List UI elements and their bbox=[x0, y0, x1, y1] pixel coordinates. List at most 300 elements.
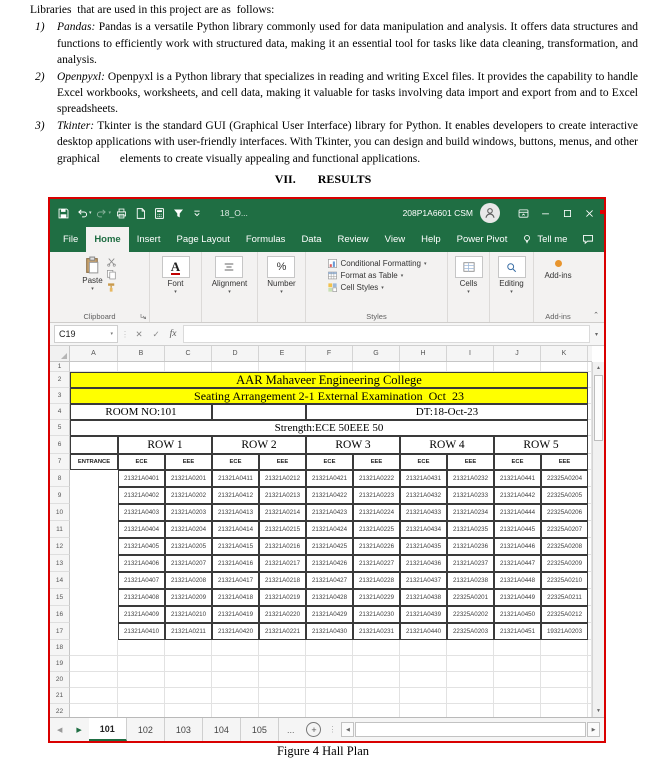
grid-cell[interactable]: 21321A0219 bbox=[259, 589, 306, 606]
grid-cell[interactable]: 22325A0212 bbox=[541, 606, 588, 623]
formula-input[interactable] bbox=[183, 325, 590, 343]
grid-cell[interactable] bbox=[165, 672, 212, 688]
grid-cell[interactable]: 21321A0404 bbox=[118, 521, 165, 538]
grid-cell[interactable] bbox=[494, 672, 541, 688]
grid-cell[interactable]: 21321A0446 bbox=[494, 538, 541, 555]
grid-cell[interactable] bbox=[400, 656, 447, 672]
grid-cell[interactable]: 21321A0414 bbox=[212, 521, 259, 538]
grid-cell[interactable]: EEE bbox=[259, 454, 306, 470]
ribbon-tab-data[interactable]: Data bbox=[301, 234, 322, 245]
grid-cell[interactable]: AAR Mahaveer Engineering College bbox=[70, 372, 588, 388]
grid-cell[interactable]: 21321A0437 bbox=[400, 572, 447, 589]
grid-cell[interactable]: 21321A0232 bbox=[447, 470, 494, 487]
grid-cell[interactable]: 21321A0212 bbox=[259, 470, 306, 487]
close-button[interactable] bbox=[578, 202, 600, 224]
column-header-E[interactable]: E bbox=[259, 346, 306, 361]
grid-cell[interactable]: ROOM NO:101 bbox=[70, 404, 212, 420]
grid-cell[interactable] bbox=[259, 656, 306, 672]
ribbon-tab-file[interactable]: File bbox=[63, 234, 79, 245]
calculator-icon[interactable] bbox=[150, 203, 168, 223]
grid-cell[interactable]: 21321A0228 bbox=[353, 572, 400, 589]
row-header[interactable]: 10 bbox=[50, 504, 70, 521]
grid-cell[interactable]: 21321A0235 bbox=[447, 521, 494, 538]
grid-cell[interactable] bbox=[447, 640, 494, 656]
grid-cell[interactable] bbox=[353, 704, 400, 717]
cancel-entry-icon[interactable]: ✕ bbox=[135, 328, 143, 339]
grid-cell[interactable] bbox=[70, 504, 118, 521]
grid-cell[interactable]: 21321A0450 bbox=[494, 606, 541, 623]
grid-cell[interactable] bbox=[165, 362, 212, 372]
grid-cell[interactable]: 21321A0221 bbox=[259, 623, 306, 640]
collapse-ribbon-icon[interactable]: ⌃ bbox=[593, 312, 599, 319]
grid-cell[interactable]: 21321A0436 bbox=[400, 555, 447, 572]
grid-cell[interactable]: 21321A0213 bbox=[259, 487, 306, 504]
grid-cell[interactable]: 21321A0224 bbox=[353, 504, 400, 521]
grid-cell[interactable]: 21321A0420 bbox=[212, 623, 259, 640]
grid-cell[interactable] bbox=[353, 640, 400, 656]
grid-cell[interactable]: 21321A0433 bbox=[400, 504, 447, 521]
grid-cell[interactable] bbox=[212, 672, 259, 688]
grid-cell[interactable] bbox=[259, 362, 306, 372]
format-painter-icon[interactable] bbox=[106, 282, 117, 293]
column-header-B[interactable]: B bbox=[118, 346, 165, 361]
grid-cell[interactable] bbox=[306, 688, 353, 704]
grid-cell[interactable] bbox=[70, 572, 118, 589]
grid-cell[interactable] bbox=[353, 688, 400, 704]
row-header[interactable]: 11 bbox=[50, 521, 70, 538]
grid-cell[interactable]: ENTRANCE bbox=[70, 454, 118, 470]
scroll-left-icon[interactable]: ◀ bbox=[341, 722, 354, 737]
grid-cell[interactable]: Strength:ECE 50EEE 50 bbox=[70, 420, 588, 436]
grid-cell[interactable]: ECE bbox=[118, 454, 165, 470]
grid-cell[interactable]: 21321A0432 bbox=[400, 487, 447, 504]
column-header-K[interactable]: K bbox=[541, 346, 588, 361]
grid-cell[interactable]: 21321A0205 bbox=[165, 538, 212, 555]
scroll-right-icon[interactable]: ▶ bbox=[587, 722, 600, 737]
grid-cell[interactable]: 21321A0405 bbox=[118, 538, 165, 555]
grid-cell[interactable]: 21321A0444 bbox=[494, 504, 541, 521]
grid-cell[interactable]: 21321A0211 bbox=[165, 623, 212, 640]
grid-cell[interactable] bbox=[70, 688, 118, 704]
grid-cell[interactable]: 21321A0419 bbox=[212, 606, 259, 623]
row-header[interactable]: 17 bbox=[50, 623, 70, 640]
grid-cell[interactable]: 21321A0220 bbox=[259, 606, 306, 623]
copy-icon[interactable] bbox=[106, 269, 117, 280]
grid-cell[interactable] bbox=[306, 640, 353, 656]
grid-cell[interactable]: 21321A0415 bbox=[212, 538, 259, 555]
vertical-scroll-thumb[interactable] bbox=[594, 375, 603, 441]
column-header-D[interactable]: D bbox=[212, 346, 259, 361]
grid-cell[interactable] bbox=[118, 704, 165, 717]
format-as-table-button[interactable]: Format as Table ▾ bbox=[327, 270, 427, 281]
grid-cell[interactable]: 21321A0445 bbox=[494, 521, 541, 538]
grid-cell[interactable]: 21321A0209 bbox=[165, 589, 212, 606]
grid-cell[interactable]: 21321A0421 bbox=[306, 470, 353, 487]
grid-cell[interactable] bbox=[400, 704, 447, 717]
grid-cell[interactable]: 21321A0407 bbox=[118, 572, 165, 589]
font-button[interactable]: A Font ▾ bbox=[162, 256, 190, 322]
grid-cell[interactable]: 21321A0409 bbox=[118, 606, 165, 623]
grid-cell[interactable] bbox=[70, 672, 118, 688]
row-header[interactable]: 5 bbox=[50, 420, 70, 436]
grid-cell[interactable]: 21321A0234 bbox=[447, 504, 494, 521]
row-header[interactable]: 2 bbox=[50, 372, 70, 388]
scroll-up-icon[interactable]: ▲ bbox=[593, 362, 604, 374]
grid-cell[interactable]: 21321A0429 bbox=[306, 606, 353, 623]
grid-cell[interactable]: 21321A0410 bbox=[118, 623, 165, 640]
editing-button[interactable]: Editing ▾ bbox=[498, 256, 526, 322]
ribbon-tab-view[interactable]: View bbox=[384, 234, 406, 245]
grid-cell[interactable]: ECE bbox=[212, 454, 259, 470]
grid-cell[interactable]: 21321A0412 bbox=[212, 487, 259, 504]
grid-cell[interactable]: 21321A0236 bbox=[447, 538, 494, 555]
grid-cell[interactable] bbox=[212, 704, 259, 717]
column-header-F[interactable]: F bbox=[306, 346, 353, 361]
grid-cell[interactable] bbox=[70, 704, 118, 717]
grid-cell[interactable]: 21321A0417 bbox=[212, 572, 259, 589]
paste-button[interactable]: Paste ▾ bbox=[82, 256, 102, 322]
grid-cell[interactable]: 21321A0402 bbox=[118, 487, 165, 504]
grid-cell[interactable] bbox=[306, 656, 353, 672]
conditional-formatting-button[interactable]: Conditional Formatting ▾ bbox=[327, 258, 427, 269]
sheet-tab-105[interactable]: 105 bbox=[241, 718, 279, 741]
column-header-G[interactable]: G bbox=[353, 346, 400, 361]
cells-button[interactable]: Cells ▾ bbox=[455, 256, 483, 322]
ribbon-tab-formulas[interactable]: Formulas bbox=[245, 234, 286, 245]
grid-cell[interactable] bbox=[70, 521, 118, 538]
grid-cell[interactable]: 21321A0216 bbox=[259, 538, 306, 555]
grid-cell[interactable]: 22325A0208 bbox=[541, 538, 588, 555]
grid-cell[interactable]: ROW 5 bbox=[494, 436, 588, 454]
grid-cell[interactable]: 21321A0230 bbox=[353, 606, 400, 623]
grid-cell[interactable] bbox=[70, 436, 118, 454]
grid-cell[interactable]: 21321A0217 bbox=[259, 555, 306, 572]
undo-dropdown-icon[interactable]: ▾ bbox=[89, 210, 92, 216]
grid-cell[interactable] bbox=[70, 555, 118, 572]
tell-me[interactable] bbox=[521, 227, 567, 252]
row-header[interactable]: 19 bbox=[50, 656, 70, 672]
grid-cell[interactable] bbox=[447, 688, 494, 704]
sheet-tab-101[interactable]: 101 bbox=[89, 718, 127, 741]
grid-cell[interactable] bbox=[118, 672, 165, 688]
ribbon-tab-review[interactable]: Review bbox=[337, 234, 369, 245]
grid-cell[interactable] bbox=[353, 656, 400, 672]
grid-cell[interactable] bbox=[165, 688, 212, 704]
grid-cell[interactable]: 22325A0206 bbox=[541, 504, 588, 521]
cell-styles-button[interactable]: Cell Styles ▾ bbox=[327, 282, 427, 293]
number-button[interactable]: % Number ▾ bbox=[267, 256, 295, 322]
grid-cell[interactable]: 21321A0422 bbox=[306, 487, 353, 504]
quick-print-icon[interactable] bbox=[112, 203, 130, 223]
grid-cell[interactable]: 21321A0416 bbox=[212, 555, 259, 572]
grid-cell[interactable]: 21321A0426 bbox=[306, 555, 353, 572]
grid-cell[interactable]: 21321A0408 bbox=[118, 589, 165, 606]
grid-cell[interactable]: 21321A0418 bbox=[212, 589, 259, 606]
column-header-C[interactable]: C bbox=[165, 346, 212, 361]
grid-cell[interactable] bbox=[494, 688, 541, 704]
sheet-nav-next-icon[interactable]: ▶ bbox=[76, 726, 82, 734]
grid-cell[interactable] bbox=[212, 404, 306, 420]
grid-cell[interactable]: ROW 3 bbox=[306, 436, 400, 454]
sheet-tab-104[interactable]: 104 bbox=[203, 718, 241, 741]
grid-cell[interactable] bbox=[306, 362, 353, 372]
grid-cell[interactable] bbox=[70, 538, 118, 555]
grid-cell[interactable]: EEE bbox=[165, 454, 212, 470]
grid-cell[interactable]: 21321A0438 bbox=[400, 589, 447, 606]
grid-cell[interactable] bbox=[541, 704, 588, 717]
grid-cell[interactable] bbox=[494, 704, 541, 717]
row-header[interactable]: 1 bbox=[50, 362, 70, 372]
grid-cell[interactable]: 21321A0208 bbox=[165, 572, 212, 589]
grid-cell[interactable] bbox=[212, 362, 259, 372]
grid-cell[interactable]: 21321A0413 bbox=[212, 504, 259, 521]
grid-cell[interactable]: 21321A0227 bbox=[353, 555, 400, 572]
row-header[interactable]: 15 bbox=[50, 589, 70, 606]
grid-cell[interactable]: 21321A0226 bbox=[353, 538, 400, 555]
grid-row bbox=[50, 589, 592, 606]
row-header[interactable]: 4 bbox=[50, 404, 70, 420]
grid-cell[interactable]: DT:18-Oct-23 bbox=[306, 404, 588, 420]
scroll-down-icon[interactable]: ▼ bbox=[593, 705, 604, 717]
grid-cell[interactable]: 21321A0207 bbox=[165, 555, 212, 572]
grid-cell[interactable]: 22325A0209 bbox=[541, 555, 588, 572]
grid-cell[interactable]: 21321A0401 bbox=[118, 470, 165, 487]
grid-cell[interactable]: ECE bbox=[400, 454, 447, 470]
new-sheet-icon[interactable]: + bbox=[306, 722, 321, 737]
grid-cell[interactable]: 21321A0430 bbox=[306, 623, 353, 640]
grid-cell[interactable]: 21321A0442 bbox=[494, 487, 541, 504]
cut-icon[interactable] bbox=[106, 257, 117, 267]
avatar[interactable] bbox=[480, 203, 500, 223]
grid-cell[interactable] bbox=[541, 656, 588, 672]
comments-icon[interactable] bbox=[581, 227, 595, 252]
ribbon-tab-home[interactable]: Home bbox=[86, 227, 128, 252]
ribbon-tab-page-layout[interactable]: Page Layout bbox=[176, 234, 230, 245]
grid-cell[interactable]: 21321A0434 bbox=[400, 521, 447, 538]
grid-cell[interactable]: 21321A0225 bbox=[353, 521, 400, 538]
grid-cell[interactable] bbox=[259, 640, 306, 656]
grid-cell[interactable] bbox=[165, 704, 212, 717]
grid-cell[interactable]: 21321A0423 bbox=[306, 504, 353, 521]
grid-cell[interactable]: 21321A0448 bbox=[494, 572, 541, 589]
row-header[interactable]: 6 bbox=[50, 436, 70, 454]
ribbon-display-options-icon[interactable] bbox=[512, 202, 534, 224]
grid-cell[interactable]: 21321A0203 bbox=[165, 504, 212, 521]
grid-cell[interactable]: 21321A0441 bbox=[494, 470, 541, 487]
grid-cell[interactable]: ROW 1 bbox=[118, 436, 212, 454]
row-header[interactable]: 13 bbox=[50, 555, 70, 572]
grid-cell[interactable] bbox=[212, 640, 259, 656]
column-header-H[interactable]: H bbox=[400, 346, 447, 361]
grid-cell[interactable]: 21321A0223 bbox=[353, 487, 400, 504]
grid-cell[interactable] bbox=[165, 656, 212, 672]
grid-cell[interactable]: 21321A0447 bbox=[494, 555, 541, 572]
grid-cell[interactable] bbox=[400, 688, 447, 704]
grid-cell[interactable] bbox=[70, 640, 118, 656]
sheet-tab-103[interactable]: 103 bbox=[165, 718, 203, 741]
grid-cell[interactable]: ROW 4 bbox=[400, 436, 494, 454]
row-header[interactable]: 12 bbox=[50, 538, 70, 555]
grid-cell[interactable]: 21321A0428 bbox=[306, 589, 353, 606]
grid-cell[interactable] bbox=[306, 672, 353, 688]
ribbon-tab-power-pivot[interactable]: Power Pivot bbox=[456, 234, 508, 245]
grid-cell[interactable]: 21321A0204 bbox=[165, 521, 212, 538]
grid-cell[interactable]: 21321A0202 bbox=[165, 487, 212, 504]
workbook-filename: 18_O... bbox=[220, 208, 248, 218]
grid-cell[interactable] bbox=[259, 704, 306, 717]
grid-cell[interactable]: 22325A0203 bbox=[447, 623, 494, 640]
grid-cell[interactable] bbox=[212, 688, 259, 704]
confirm-entry-icon[interactable]: ✓ bbox=[152, 328, 160, 339]
grid-cell[interactable] bbox=[541, 362, 588, 372]
grid-cell[interactable] bbox=[447, 362, 494, 372]
grid-cell[interactable] bbox=[447, 656, 494, 672]
grid-cell[interactable] bbox=[70, 589, 118, 606]
grid-cell[interactable]: 21321A0231 bbox=[353, 623, 400, 640]
ribbon-tab-insert[interactable]: Insert bbox=[136, 234, 161, 245]
grid-cell[interactable] bbox=[165, 640, 212, 656]
grid-cell[interactable] bbox=[447, 672, 494, 688]
grid-cell[interactable]: 22325A0210 bbox=[541, 572, 588, 589]
sheet-tab-102[interactable]: 102 bbox=[127, 718, 165, 741]
grid-cell[interactable]: EEE bbox=[541, 454, 588, 470]
select-all-corner[interactable] bbox=[50, 346, 70, 361]
ribbon bbox=[50, 252, 604, 323]
grid-cell[interactable] bbox=[118, 362, 165, 372]
row-header[interactable]: 14 bbox=[50, 572, 70, 589]
customize-qat-icon[interactable] bbox=[188, 203, 206, 223]
grid-cell[interactable] bbox=[70, 606, 118, 623]
row-header[interactable]: 7 bbox=[50, 454, 70, 470]
grid-cell[interactable]: 21321A0439 bbox=[400, 606, 447, 623]
grid-cell[interactable] bbox=[400, 362, 447, 372]
grid-cell[interactable] bbox=[353, 672, 400, 688]
grid-cell[interactable] bbox=[259, 672, 306, 688]
sheet-tab-bar bbox=[50, 717, 604, 741]
grid-cell[interactable]: ROW 2 bbox=[212, 436, 306, 454]
grid-cell[interactable] bbox=[400, 672, 447, 688]
grid-cell[interactable]: 21321A0435 bbox=[400, 538, 447, 555]
grid-cell[interactable]: 22325A0205 bbox=[541, 487, 588, 504]
grid-cell[interactable] bbox=[353, 362, 400, 372]
grid-cell[interactable]: 21321A0451 bbox=[494, 623, 541, 640]
redo-dropdown-icon[interactable]: ▾ bbox=[108, 210, 112, 216]
grid-cell[interactable]: ECE bbox=[494, 454, 541, 470]
grid-cell[interactable]: EEE bbox=[447, 454, 494, 470]
more-sheets[interactable]: ... bbox=[286, 724, 295, 735]
grid-cell[interactable] bbox=[541, 688, 588, 704]
grid-cell[interactable] bbox=[306, 704, 353, 717]
grid-cell[interactable]: 22325A0202 bbox=[447, 606, 494, 623]
insert-function-icon[interactable]: fx bbox=[169, 329, 177, 339]
document-text bbox=[30, 2, 638, 167]
grid-cell[interactable]: 21321A0229 bbox=[353, 589, 400, 606]
row-header[interactable]: 16 bbox=[50, 606, 70, 623]
minimize-button[interactable] bbox=[534, 202, 556, 224]
grid-cell[interactable] bbox=[541, 640, 588, 656]
grid-cell[interactable]: 21321A0425 bbox=[306, 538, 353, 555]
grid-cell[interactable]: 22325A0211 bbox=[541, 589, 588, 606]
sheet-nav-prev-icon[interactable]: ◀ bbox=[57, 726, 63, 734]
grid-cell[interactable] bbox=[259, 688, 306, 704]
horizontal-scrollbar[interactable] bbox=[341, 721, 600, 738]
row-header[interactable]: 3 bbox=[50, 388, 70, 404]
ribbon-tab-help[interactable]: Help bbox=[421, 234, 441, 245]
row-header[interactable]: 8 bbox=[50, 470, 70, 487]
grid-cell[interactable] bbox=[400, 640, 447, 656]
grid-cell[interactable]: 21321A0427 bbox=[306, 572, 353, 589]
grid-cell[interactable]: 21321A0222 bbox=[353, 470, 400, 487]
grid-cell[interactable]: 22325A0204 bbox=[541, 470, 588, 487]
grid-cell[interactable]: 21321A0406 bbox=[118, 555, 165, 572]
grid-cell[interactable]: 21321A0411 bbox=[212, 470, 259, 487]
grid-cell[interactable] bbox=[118, 688, 165, 704]
grid-cell[interactable] bbox=[70, 487, 118, 504]
grid-cell[interactable] bbox=[118, 656, 165, 672]
name-box[interactable]: C19 ▾ bbox=[54, 325, 118, 343]
alignment-button[interactable]: Alignment ▾ bbox=[212, 256, 248, 322]
grid-cell[interactable] bbox=[70, 362, 118, 372]
new-file-icon[interactable] bbox=[131, 203, 149, 223]
column-header-A[interactable]: A bbox=[70, 346, 118, 361]
row-header[interactable]: 22 bbox=[50, 704, 70, 717]
grid-cell[interactable]: 21321A0214 bbox=[259, 504, 306, 521]
grid-cell[interactable]: EEE bbox=[353, 454, 400, 470]
grid-cell[interactable] bbox=[494, 656, 541, 672]
row-header[interactable]: 9 bbox=[50, 487, 70, 504]
grid-cell[interactable]: 22325A0207 bbox=[541, 521, 588, 538]
column-header-J[interactable]: J bbox=[494, 346, 541, 361]
maximize-button[interactable] bbox=[556, 202, 578, 224]
grid-cell[interactable] bbox=[70, 656, 118, 672]
vertical-scrollbar[interactable] bbox=[592, 362, 604, 717]
row-header[interactable]: 18 bbox=[50, 640, 70, 656]
row-header[interactable]: 21 bbox=[50, 688, 70, 704]
grid-cell[interactable]: 19321A0203 bbox=[541, 623, 588, 640]
row-header[interactable]: 20 bbox=[50, 672, 70, 688]
grid-cell[interactable] bbox=[447, 704, 494, 717]
grid-cell[interactable] bbox=[118, 640, 165, 656]
grid-cell[interactable]: 21321A0431 bbox=[400, 470, 447, 487]
grid-cell[interactable]: Seating Arrangement 2-1 External Examination Oct 23 bbox=[70, 388, 588, 404]
grid-cell[interactable]: 21321A0440 bbox=[400, 623, 447, 640]
grid-cell[interactable]: 21321A0449 bbox=[494, 589, 541, 606]
save-icon[interactable] bbox=[54, 203, 72, 223]
grid-cell[interactable]: 21321A0215 bbox=[259, 521, 306, 538]
grid-cell[interactable] bbox=[494, 640, 541, 656]
grid-cell[interactable] bbox=[70, 470, 118, 487]
grid-cell[interactable] bbox=[494, 362, 541, 372]
grid-cell[interactable]: ECE bbox=[306, 454, 353, 470]
expand-formula-bar-icon[interactable]: ▾ bbox=[594, 331, 598, 338]
horizontal-scroll-track[interactable] bbox=[355, 722, 586, 737]
filter-icon[interactable] bbox=[169, 203, 187, 223]
grid-cell[interactable]: 21321A0218 bbox=[259, 572, 306, 589]
grid-cell[interactable]: 22325A0201 bbox=[447, 589, 494, 606]
clipboard-dialog-launcher-icon[interactable] bbox=[139, 312, 147, 320]
grid-cell[interactable]: 21321A0403 bbox=[118, 504, 165, 521]
grid-cell[interactable]: 21321A0238 bbox=[447, 572, 494, 589]
grid-cell[interactable] bbox=[541, 672, 588, 688]
grid-cell[interactable]: 21321A0201 bbox=[165, 470, 212, 487]
grid-cell[interactable] bbox=[212, 656, 259, 672]
grid-cell[interactable]: 21321A0233 bbox=[447, 487, 494, 504]
grid-cell[interactable]: 21321A0424 bbox=[306, 521, 353, 538]
column-header-I[interactable]: I bbox=[447, 346, 494, 361]
grid-cell[interactable]: 21321A0210 bbox=[165, 606, 212, 623]
grid-cell[interactable] bbox=[70, 623, 118, 640]
grid-cell[interactable]: 21321A0237 bbox=[447, 555, 494, 572]
